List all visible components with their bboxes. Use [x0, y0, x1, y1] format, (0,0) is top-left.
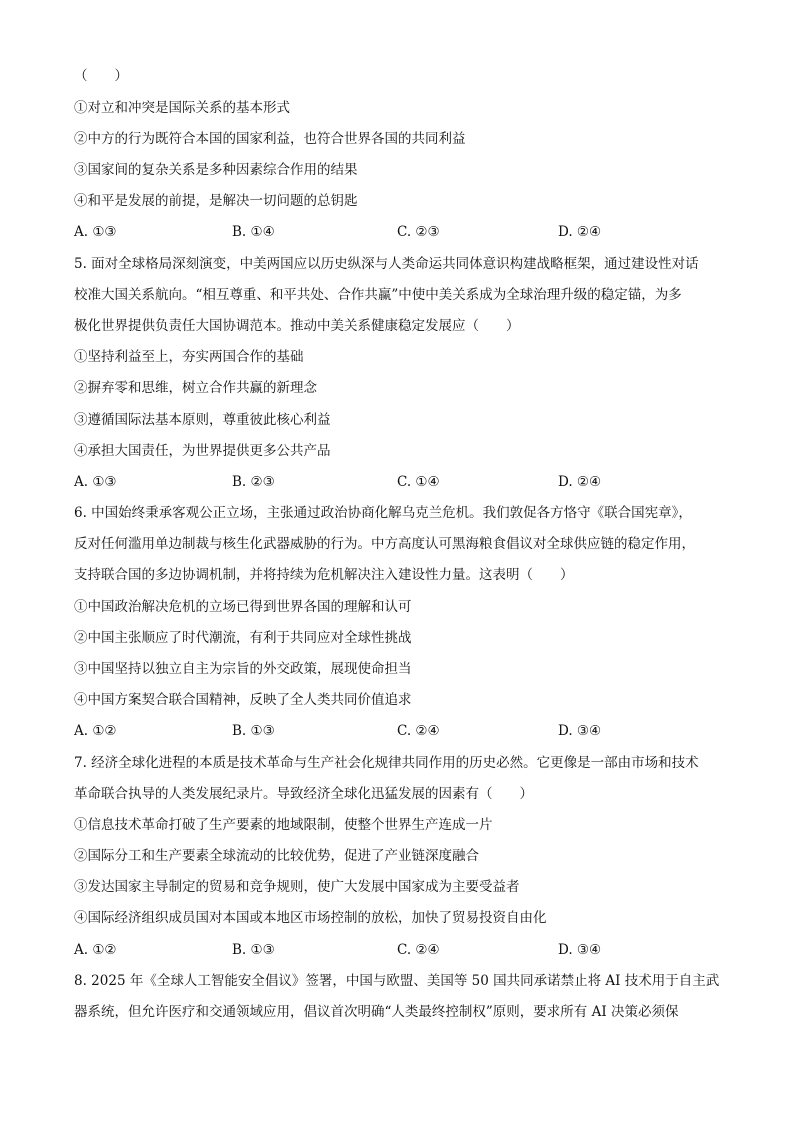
q5-stem-line-1: 5. 面对全球格局深刻演变，中美两国应以历史纵深与人类命运共同体意识构建战略框架，通过建设性对话	[74, 256, 699, 272]
q7-option-b[interactable]: B. ①③	[232, 942, 275, 958]
q5-stem-line-3: 极化世界提供负责任大国协调范本。推动中美关系健康稳定发展应（ ）	[74, 318, 520, 334]
q6-option-a[interactable]: A. ①②	[74, 723, 117, 739]
q7-stem-line-1: 7. 经济全球化进程的本质是技术革命与生产社会化规律共同作用的历史必然。它更像是一部由市场和技术	[74, 755, 699, 771]
q6-option-b[interactable]: B. ①③	[232, 723, 275, 739]
q5-option-c[interactable]: C. ①④	[397, 474, 440, 490]
q6-item-4: ④中国方案契合联合国精神，反映了全人类共同价值追求	[74, 692, 412, 708]
q4-option-b[interactable]: B. ①④	[232, 224, 275, 240]
q4-options	[74, 222, 714, 242]
q6-stem-line-2: 反对任何滥用单边制裁与核生化武器威胁的行为。中方高度认可黑海粮食倡议对全球供应链的稳定作用，	[74, 536, 695, 552]
q6-item-1: ①中国政治解决危机的立场已得到世界各国的理解和认可	[74, 599, 412, 615]
q5-option-d[interactable]: D. ②④	[558, 474, 602, 490]
q5-item-2: ②摒弃零和思维，树立合作共赢的新理念	[74, 380, 317, 396]
q6-item-2: ②中国主张顺应了时代潮流，有利于共同应对全球性挑战	[74, 630, 412, 646]
q7-stem-line-2: 革命联合执导的人类发展纪录片。导致经济全球化迅猛发展的因素有（ ）	[74, 786, 533, 802]
q6-option-d[interactable]: D. ③④	[558, 723, 602, 739]
q5-item-1: ①坚持利益至上，夯实两国合作的基础	[74, 349, 304, 365]
q7-options	[74, 940, 714, 960]
q4-item-4: ④和平是发展的前提，是解决一切问题的总钥匙	[74, 193, 358, 209]
q6-stem-line-1: 6. 中国始终秉承客观公正立场，主张通过政治协商化解乌克兰危机。我们敦促各方恪守《联合国宪章》，	[74, 505, 692, 521]
q7-option-c[interactable]: C. ②④	[397, 942, 440, 958]
q4-answer-paren: （ ）	[74, 68, 128, 84]
q5-options	[74, 472, 714, 492]
q6-item-3: ③中国坚持以独立自主为宗旨的外交政策，展现使命担当	[74, 661, 412, 677]
q7-option-a[interactable]: A. ①②	[74, 942, 117, 958]
q4-option-c[interactable]: C. ②③	[397, 224, 440, 240]
q5-option-a[interactable]: A. ①③	[74, 474, 117, 490]
q8-stem-line-1: 8. 2025 年《全球人工智能安全倡议》签署，中国与欧盟、美国等 50 国共同承诺禁止将 AI 技术用于自主武	[74, 973, 720, 989]
q4-item-1: ①对立和冲突是国际关系的基本形式	[74, 100, 290, 116]
q8-stem-line-2: 器系统，但允许医疗和交通领域应用，倡议首次明确“人类最终控制权”原则，要求所有 AI 决策必须保	[74, 1004, 679, 1020]
q7-item-1: ①信息技术革命打破了生产要素的地域限制，使整个世界生产连成一片	[74, 817, 493, 833]
q5-stem-line-2: 校准大国关系航向。“相互尊重、和平共处、合作共赢”中使中美关系成为全球治理升级的稳定锚，为多	[74, 287, 682, 303]
q4-item-3: ③国家间的复杂关系是多种因素综合作用的结果	[74, 162, 358, 178]
q4-item-2: ②中方的行为既符合本国的国家利益，也符合世界各国的共同利益	[74, 131, 466, 147]
q7-option-d[interactable]: D. ③④	[558, 942, 602, 958]
q5-item-3: ③遵循国际法基本原则，尊重彼此核心利益	[74, 412, 331, 428]
q7-item-4: ④国际经济组织成员国对本国或本地区市场控制的放松，加快了贸易投资自由化	[74, 910, 547, 926]
q4-option-a[interactable]: A. ①③	[74, 224, 117, 240]
q4-option-d[interactable]: D. ②④	[558, 224, 602, 240]
q5-item-4: ④承担大国责任，为世界提供更多公共产品	[74, 443, 331, 459]
q6-options	[74, 721, 714, 741]
q6-option-c[interactable]: C. ②④	[397, 723, 440, 739]
q7-item-2: ②国际分工和生产要素全球流动的比较优势，促进了产业链深度融合	[74, 848, 479, 864]
q5-option-b[interactable]: B. ②③	[232, 474, 275, 490]
q6-stem-line-3: 支持联合国的多边协调机制，并将持续为危机解决注入建设性力量。这表明（ ）	[74, 567, 574, 583]
q7-item-3: ③发达国家主导制定的贸易和竞争规则，使广大发展中国家成为主要受益者	[74, 879, 520, 895]
